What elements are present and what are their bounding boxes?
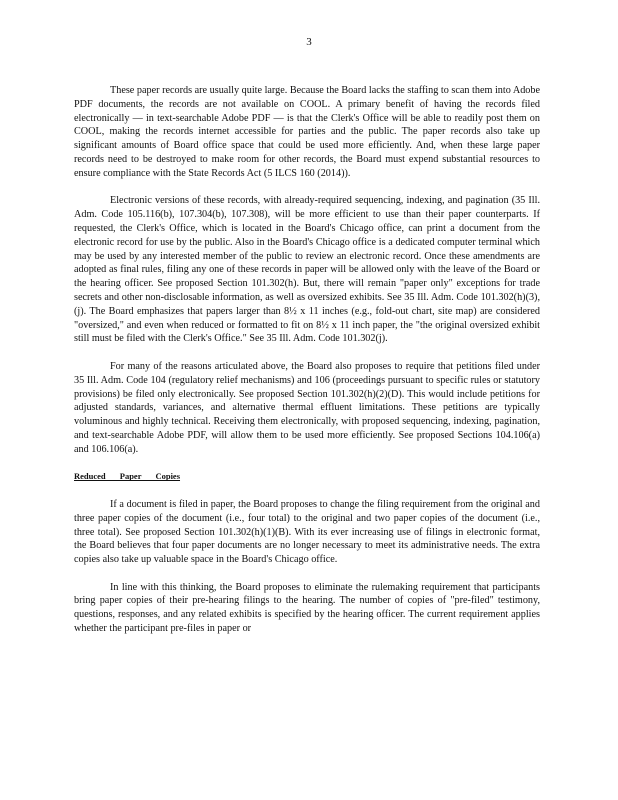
paragraph-electronic-versions: Electronic versions of these records, with already-required sequencing, indexing, and pagination (35 Ill. Adm. Code 105.116(b), 107.304(b), 107.308), will be more efficient to use than their paper counterparts. If requested, the Clerk's Office, which is located in the Board's Chicago office, can print a document from the electronic record for use by the public. Also in the Board's Chicago office is a dedicated computer terminal which may be used by any interested member of the public to review an electronic record. Once these amendments are adopted as final rules, filing any one of these records in paper will be allowed only with the leave of the Board or the hearing officer. See proposed Section 101.302(h). But, there will remain "paper only" exceptions for trade secrets and other non-disclosable information, as well as oversized exhibits. See 35 Ill. Adm. Code 101.302(h)(3), (j). The Board emphasizes that papers larger than 8½ x 11 inches (e.g., fold-out chart, site map) are considered "oversized," and even when reduced or formatted to fit on 8½ x 11 inch paper, the "the original oversized exhibit still must be filed with the Clerk's Office." See 35 Ill. Adm. Code 101.302(j). — [74, 195, 540, 345]
paragraph-petitions-electronic: For many of the reasons articulated above, the Board also proposes to require that petitions filed under 35 Ill. Adm. Code 104 (regulatory relief mechanisms) and 106 (proceedings pursuant to specific rules or statutory provisions) be filed only electronically. See proposed Section 101.302(h)(2)(D). This would include petitions for adjusted standards, variances, and alternative thermal effluent limitations. These petitions are typically voluminous and highly technical. Receiving them electronically, with proposed sequencing, indexing, pagination, and text-searchable Adobe PDF, will allow them to be used more efficiently. See proposed Sections 104.106(a) and 106.106(a). — [74, 360, 540, 455]
section-heading: Reduced Paper Copies — [74, 471, 181, 482]
page-number: 3 — [306, 36, 312, 48]
paragraph-prehearing-copies: In line with this thinking, the Board proposes to eliminate the rulemaking requirement that participants bring paper copies of their pre-hearing filings to the hearing. The number of copies of "pre-filed" testimony, questions, responses, and any related exhibits is specified by the hearing officer. The current requirement applies whether the participant pre-files in paper or — [74, 581, 540, 635]
paragraph-paper-records: These paper records are usually quite large. Because the Board lacks the staffing to scan them into Adobe PDF documents, the records are not available on COOL. A primary benefit of having the records filed electronically — in text-searchable Adobe PDF — is that the Clerk's Office will be able to readily post them on COOL, making the records internet accessible for parties and the public. The paper records also take up significant amounts of Board office space that could be used more efficiently. And, when these large paper records need to be destroyed to make room for other records, the Board must expend substantial resources to ensure compliance with the State Records Act (5 ILCS 160 (2014)). — [74, 85, 540, 179]
paragraph-paper-copies: If a document is filed in paper, the Board proposes to change the filing requirement from the original and three paper copies of the document (i.e., four total) to the original and two paper copies of the document (i.e., three total). See proposed Section 101.302(h)(1)(B). With its ever increasing use of filings in electronic format, the Board believes that four paper documents are no longer necessary to meet its administrative needs. The extra copies also take up valuable space in the Board's Chicago office. — [74, 498, 540, 566]
page-body — [74, 84, 540, 650]
